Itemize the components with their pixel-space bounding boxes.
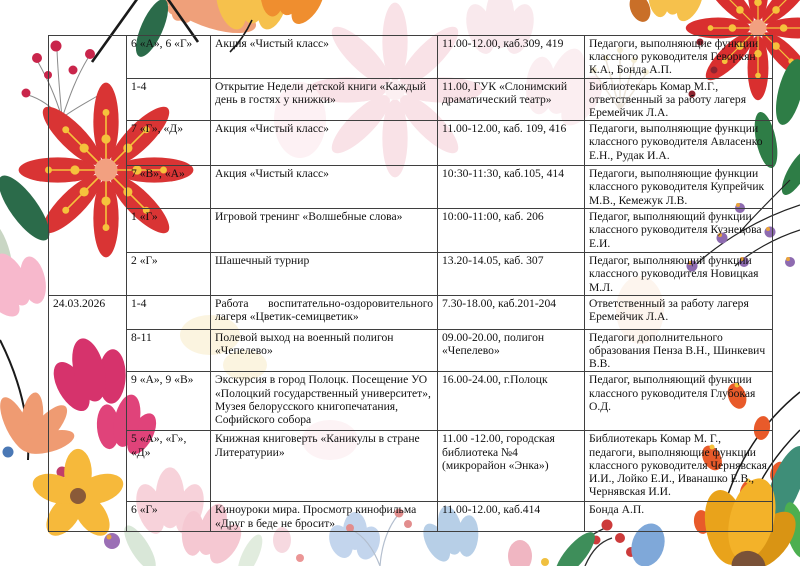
event-cell: Открытие Недели детской книги «Каждый день в гостях у книжки»	[211, 78, 438, 121]
responsible-cell: Педагоги, выполняющие функции классного руководителя Купрейчик М.В., Кемежук Л.В.	[585, 166, 773, 209]
table-row	[49, 121, 773, 166]
responsible-cell: Библиотекарь Комар М.Г., ответственный за работу лагеря Еремейчик Л.А.	[585, 78, 773, 121]
responsible-cell: Педагоги дополнительного образования Пенза В.Н., Шинкевич В.В.	[585, 329, 773, 372]
time-cell: 10:00-11:00, каб. 206	[438, 209, 585, 253]
table-row	[49, 78, 773, 121]
table-row	[49, 502, 773, 531]
event-cell: Полевой выход на военный полигон «Чепелево»	[211, 329, 438, 372]
responsible-cell: Педагог, выполняющий функции классного руководителя Кузнецова Е.И.	[585, 209, 773, 253]
responsible-cell: Педагог, выполняющий функции классного руководителя Глубокая О.Д.	[585, 372, 773, 431]
responsible-cell: Библиотекарь Комар М. Г., педагоги, выполняющие функции классного руководителя Чернявская И.И., Лойко Е.И., Иванашко Е.В., Чернявская И.И.	[585, 431, 773, 502]
event-cell: Работа воспитательно-оздоровительного лагеря «Цветик-семицветик»	[211, 295, 438, 329]
classes-cell: 8-11	[127, 329, 211, 372]
time-cell: 7.30-18.00, каб.201-204	[438, 295, 585, 329]
event-cell: Экскурсия в город Полоцк. Посещение УО «Полоцкий государственный университет», Музея белорусского книгопечатания, Софийского собора	[211, 372, 438, 431]
event-cell: Акция «Чистый класс»	[211, 36, 438, 79]
time-cell: 10:30-11:30, каб.105, 414	[438, 166, 585, 209]
classes-cell: 9 «А», 9 «В»	[127, 372, 211, 431]
time-cell: 11.00 -12.00, городская библиотека №4 (микрорайон «Энка»)	[438, 431, 585, 502]
table-row	[49, 372, 773, 431]
table-row	[49, 431, 773, 502]
responsible-cell: Педагоги, выполняющие функции классного руководителя Авласенко Е.Н., Рудак И.А.	[585, 121, 773, 166]
event-cell: Киноуроки мира. Просмотр кинофильма «Друг в беде не бросит»	[211, 502, 438, 531]
classes-cell: 1-4	[127, 78, 211, 121]
classes-cell: 5 «А», «Г», «Д»	[127, 431, 211, 502]
event-cell: Шашечный турнир	[211, 253, 438, 296]
event-cell: Акция «Чистый класс»	[211, 121, 438, 166]
event-cell: Книжная книговерть «Каникулы в стране Литературии»	[211, 431, 438, 502]
table-row	[49, 295, 773, 329]
table-row	[49, 166, 773, 209]
table-row	[49, 36, 773, 79]
table-row	[49, 209, 773, 253]
classes-cell: 6 «Г»	[127, 502, 211, 531]
schedule-table	[48, 35, 773, 532]
event-cell: Игровой тренинг «Волшебные слова»	[211, 209, 438, 253]
date-cell: 24.03.2026	[49, 295, 127, 531]
classes-cell: 1 «Г»	[127, 209, 211, 253]
time-cell: 16.00-24.00, г.Полоцк	[438, 372, 585, 431]
classes-cell: 1-4	[127, 295, 211, 329]
date-cell	[49, 36, 127, 296]
time-cell: 11.00-12.00, каб.309, 419	[438, 36, 585, 79]
time-cell: 11.00, ГУК «Слонимский драматический театр»	[438, 78, 585, 121]
time-cell: 11.00-12.00, каб.414	[438, 502, 585, 531]
classes-cell: 7 «Г», «Д»	[127, 121, 211, 166]
responsible-cell: Бонда А.П.	[585, 502, 773, 531]
event-cell: Акция «Чистый класс»	[211, 166, 438, 209]
schedule-table-body	[49, 36, 773, 532]
table-row	[49, 253, 773, 296]
time-cell: 11.00-12.00, каб. 109, 416	[438, 121, 585, 166]
responsible-cell: Педагог, выполняющий функции классного руководителя Новицкая М.Л.	[585, 253, 773, 296]
classes-cell: 2 «Г»	[127, 253, 211, 296]
classes-cell: 6 «А», 6 «Г»	[127, 36, 211, 79]
responsible-cell: Педагоги, выполняющие функции классного руководителя Геворкян К.А., Бонда А.П.	[585, 36, 773, 79]
responsible-cell: Ответственный за работу лагеря Еремейчик Л.А.	[585, 295, 773, 329]
classes-cell: 7 «В», «А»	[127, 166, 211, 209]
time-cell: 13.20-14.05, каб. 307	[438, 253, 585, 296]
time-cell: 09.00-20.00, полигон «Чепелево»	[438, 329, 585, 372]
table-row	[49, 329, 773, 372]
